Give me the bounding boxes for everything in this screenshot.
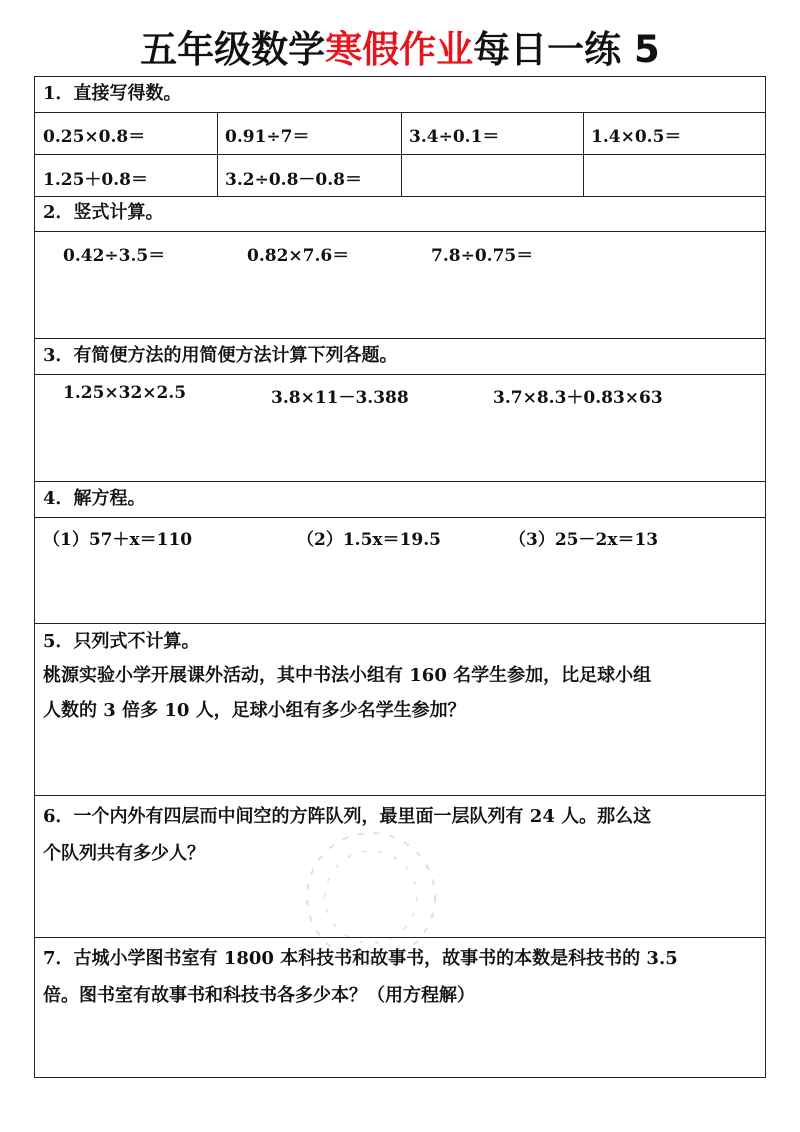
seal-inner-ring — [325, 851, 417, 943]
q1-col-divider-3 — [583, 112, 584, 196]
q2-item: 0.82×7.6＝ — [247, 246, 350, 266]
q1-item: 3.2÷0.8－0.8＝ — [225, 170, 362, 190]
q1-item: 0.25×0.8＝ — [43, 127, 146, 147]
q2-heading: 2．竖式计算。 — [35, 196, 765, 232]
q5-bottom-border — [35, 795, 765, 796]
q7-text-line2: 倍。图书室有故事书和科技书各多少本？（用方程解） — [43, 985, 475, 1006]
q1-col-divider-1 — [217, 112, 218, 196]
q4-item: （2）1.5x＝19.5 — [297, 530, 441, 550]
q3-item: 1.25×32×2.5 — [63, 383, 187, 403]
q1-item: 3.4÷0.1＝ — [409, 127, 500, 147]
q6-text-line2: 个队列共有多少人？ — [43, 843, 205, 864]
q1-heading: 1．直接写得数。 — [35, 77, 765, 113]
title-part2: 寒假作业 — [325, 28, 474, 71]
q1-item: 1.25＋0.8＝ — [43, 170, 148, 190]
q1-col-divider-2 — [401, 112, 402, 196]
q7-text-line1: 7．古城小学图书室有 1800 本科技书和故事书，故事书的本数是科技书的 3.5 — [43, 948, 678, 969]
q2-item: 7.8÷0.75＝ — [431, 246, 534, 266]
q3-item: 3.8×11－3.388 — [271, 388, 409, 408]
q4-item: （3）25－2x＝13 — [509, 530, 659, 550]
q3-item: 3.7×8.3＋0.83×63 — [493, 388, 663, 408]
title-part3: 每日一练 5 — [473, 28, 660, 71]
q1-row-divider — [35, 154, 765, 155]
q6-text-line1: 6．一个内外有四层而中间空的方阵队列，最里面一层队列有 24 人。那么这 — [43, 806, 652, 827]
seal-ring — [307, 833, 435, 961]
q1-item: 0.91÷7＝ — [225, 127, 310, 147]
page-title — [0, 26, 800, 74]
q4-heading: 4．解方程。 — [35, 482, 765, 518]
q4-item: （1）57＋x＝110 — [43, 530, 193, 550]
watermark-seal — [296, 822, 446, 972]
q5-text-line2: 人数的 3 倍多 10 人，足球小组有多少名学生参加？ — [43, 700, 466, 721]
q5-heading: 5．只列式不计算。 — [43, 631, 200, 652]
q3-heading: 3．有简便方法的用简便方法计算下列各题。 — [35, 339, 765, 375]
title-part1: 五年级数学 — [140, 28, 326, 71]
q2-item: 0.42÷3.5＝ — [63, 246, 166, 266]
q5-text-line1: 桃源实验小学开展课外活动，其中书法小组有 160 名学生参加，比足球小组 — [43, 665, 652, 686]
q4-bottom-border — [35, 623, 765, 624]
q1-item: 1.4×0.5＝ — [591, 127, 682, 147]
